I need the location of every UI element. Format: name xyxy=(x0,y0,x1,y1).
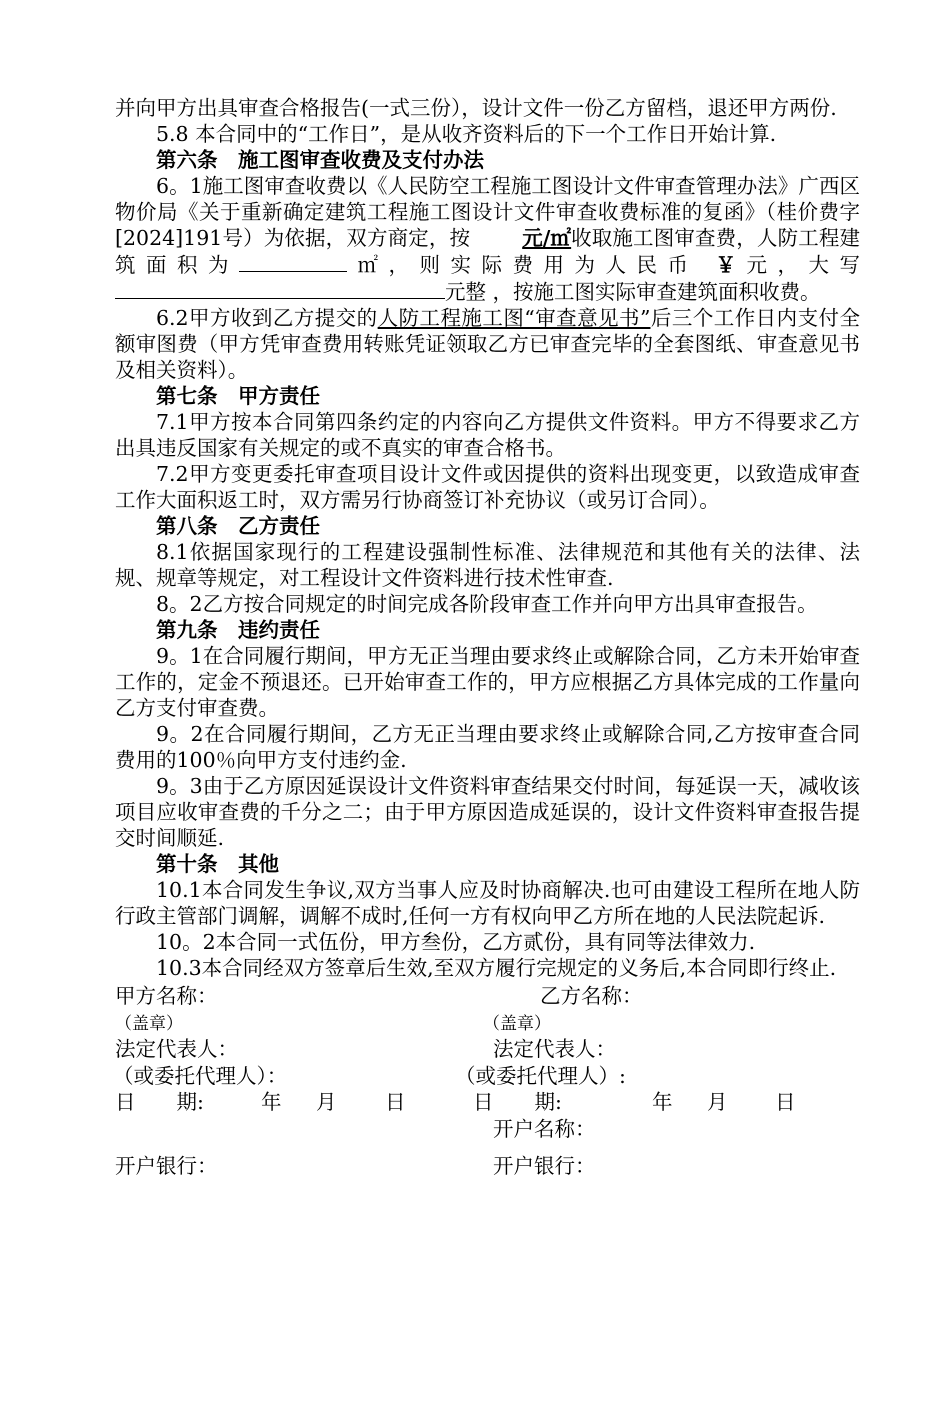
signature-block xyxy=(115,981,860,1401)
party-b-date-label: 日 期: xyxy=(473,1090,562,1114)
heading-article-10: 第十条 其他 xyxy=(156,852,279,876)
clause-9-2: 9。2在合同履行期间，乙方无正当理由要求终止或解除合同,乙方按审查合同费用的100％向甲方支付违约金. xyxy=(115,722,860,772)
clause-7-1: 7.1甲方按本合同第四条约定的内容向乙方提供文件资料。甲方不得要求乙方出具违反国家有关规定的或不真实的审查合格书。 xyxy=(115,410,860,460)
yen-sign: ￥ xyxy=(715,253,747,277)
party-b-agent-label: （或委托代理人）: xyxy=(455,1064,626,1088)
clause-10-2: 10。2本合同一式伍份，甲方叁份，乙方贰份，具有同等法律效力. xyxy=(156,930,756,954)
clause-10-1: 10.1本合同发生争议,双方当事人应及时协商解决.也可由建设工程所在地人防行政主管部门调解，调解不成时,任何一方有权向甲乙方所在地的人民法院起诉. xyxy=(115,878,860,928)
party-b-name-label: 乙方名称： xyxy=(540,984,643,1008)
amount-in-words-blank xyxy=(115,278,445,299)
clause-8-2: 8。2乙方按合同规定的时间完成各阶段审查工作并向甲方出具审查报告。 xyxy=(156,592,818,616)
area-blank xyxy=(239,251,347,272)
clause-5-8: 5.8 本合同中的“工作日”，是从收齐资料后的下一个工作日开始计算. xyxy=(156,122,777,146)
clause-10-3: 10.3本合同经双方签章后生效,至双方履行完规定的义务后,本合同即行终止. xyxy=(156,956,837,980)
party-b-seal-label: （盖章） xyxy=(483,1014,551,1034)
party-b-date-day: 日 xyxy=(775,1090,796,1114)
party-a-date-day: 日 xyxy=(385,1090,406,1114)
party-a-seal-label: （盖章） xyxy=(115,1014,183,1034)
contract-page xyxy=(115,95,860,1401)
fee-per-sqm-field: 元/㎡ xyxy=(522,226,572,250)
party-b-representative-label: 法定代表人： xyxy=(493,1037,616,1061)
party-a-date-month: 月 xyxy=(316,1090,337,1114)
heading-article-6: 第六条 施工图审查收费及支付办法 xyxy=(156,148,484,172)
party-b-date-month: 月 xyxy=(707,1090,728,1114)
party-a-bank-label: 开户银行： xyxy=(115,1154,218,1178)
heading-article-8: 第八条 乙方责任 xyxy=(156,514,320,538)
clause-9-1: 9。1在合同履行期间，甲方无正当理由要求终止或解除合同，乙方未开始审查工作的，定金不预退还。已开始审查工作的，甲方应根据乙方具体完成的工作量向乙方支付审查费。 xyxy=(115,644,860,720)
clause-7-2: 7.2甲方变更委托审查项目设计文件或因提供的资料出现变更，以致造成审查工作大面积返工时，双方需另行协商签订补充协议（或另订合同）。 xyxy=(115,462,860,512)
paragraph-top: 并向甲方出具审查合格报告(一式三份），设计文件一份乙方留档，退还甲方两份. xyxy=(115,96,837,120)
review-opinion-title: 人防工程施工图“审查意见书” xyxy=(377,306,651,330)
party-b-date-year: 年 xyxy=(652,1090,673,1114)
clause-8-1: 8.1依据国家现行的工程建设强制性标准、法律规范和其他有关的法律、法规、规章等规定，对工程设计文件资料进行技术性审查. xyxy=(115,540,860,590)
heading-article-9: 第九条 违约责任 xyxy=(156,618,320,642)
clause-6-1: 6。1施工图审查收费以《人民防空工程施工图设计文件审查管理办法》广西区物价局《关于重新确定建筑工程施工图设计文件审查收费标准的复函》（桂价费字[2024]191号）为依据，双方商定，按 元/㎡收取施工图审查费，人防工程建筑面积为 ㎡，则实际费用为人民币 ￥元，大写元整 ，按施工图实际审查建筑面积收费。 xyxy=(115,174,861,304)
party-a-representative-label: 法定代表人： xyxy=(115,1037,238,1061)
party-a-date-year: 年 xyxy=(261,1090,282,1114)
party-b-account-name-label: 开户名称： xyxy=(493,1117,596,1141)
party-a-date-label: 日 期: xyxy=(115,1090,204,1114)
party-a-name-label: 甲方名称： xyxy=(115,984,218,1008)
party-b-bank-label: 开户银行： xyxy=(493,1154,596,1178)
clause-9-3: 9。3由于乙方原因延误设计文件资料审查结果交付时间，每延误一天，减收该项目应收审查费的千分之二；由于甲方原因造成延误的，设计文件资料审查报告提交时间顺延. xyxy=(115,774,860,850)
clause-6-2: 6.2甲方收到乙方提交的人防工程施工图“审查意见书”后三个工作日内支付全额审图费（甲方凭审查费用转账凭证领取乙方已审查完毕的全套图纸、审查意见书及相关资料）。 xyxy=(115,306,860,382)
heading-article-7: 第七条 甲方责任 xyxy=(156,384,320,408)
party-a-agent-label: （或委托代理人）： xyxy=(113,1064,288,1088)
